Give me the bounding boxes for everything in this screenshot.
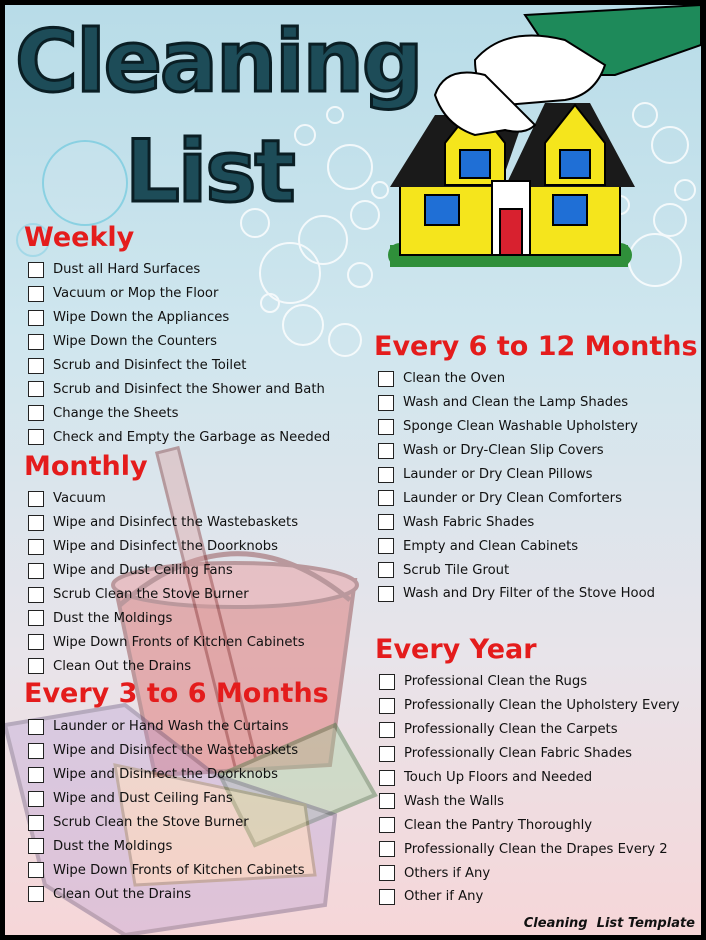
list-item[interactable] [379,789,680,813]
checkbox[interactable] [378,419,394,435]
list-item[interactable] [28,715,305,739]
checkbox[interactable] [379,698,395,714]
list-item[interactable] [28,535,305,559]
list-item[interactable] [378,510,655,534]
checkbox[interactable] [378,514,394,530]
list-item[interactable] [378,582,655,606]
list-item[interactable] [379,837,680,861]
list-item[interactable] [378,439,655,463]
list-item[interactable] [28,811,305,835]
checkbox[interactable] [379,865,395,881]
checkbox[interactable] [28,539,44,555]
list-item[interactable] [28,763,305,787]
checkbox[interactable] [378,395,394,411]
item-label: Launder or Hand Wash the Curtains [53,719,289,735]
list-item[interactable] [28,258,330,282]
item-label: Wipe and Disinfect the Wastebaskets [53,515,299,531]
checkbox[interactable] [379,674,395,690]
item-label: Wipe Down the Appliances [53,310,230,326]
item-label: Check and Empty the Garbage as Needed [53,429,331,445]
list-item[interactable] [28,559,305,583]
list-item[interactable] [28,630,305,654]
checkbox[interactable] [28,381,44,397]
checkbox[interactable] [379,722,395,738]
item-label: Clean Out the Drains [53,886,192,902]
checkbox[interactable] [28,358,44,374]
list-item[interactable] [28,377,330,401]
checkbox[interactable] [378,490,394,506]
list-weekly [28,258,330,449]
list-monthly [28,487,305,678]
list-item[interactable] [28,425,330,449]
list-item[interactable] [28,583,305,607]
checkbox[interactable] [378,538,394,554]
item-label: Vacuum or Mop the Floor [53,286,219,302]
item-label: Wipe and Disinfect the Doorknobs [53,539,279,555]
item-label: Other if Any [404,889,484,905]
list-item[interactable] [28,858,305,882]
checkbox[interactable] [28,743,44,759]
item-label: Scrub Tile Grout [403,562,510,578]
checkbox[interactable] [28,262,44,278]
list-item[interactable] [28,330,330,354]
list-item[interactable] [379,766,680,790]
checkbox[interactable] [28,587,44,603]
cleaning-list-page [5,5,701,935]
checkbox[interactable] [28,429,44,445]
item-label: Scrub Clean the Stove Burner [53,815,249,830]
checkbox[interactable] [28,563,44,579]
item-label: Wipe Down Fronts of Kitchen Cabinets [53,862,305,878]
list-item[interactable] [378,486,655,510]
list-item[interactable] [28,354,330,378]
item-label: Launder or Dry Clean Comforters [403,490,622,506]
item-label: Wipe Down the Counters [53,334,218,350]
checkbox[interactable] [379,746,395,762]
checkbox[interactable] [28,610,44,626]
list-item[interactable] [28,834,305,858]
list-item[interactable] [379,885,680,909]
list-item[interactable] [379,670,680,694]
list-item[interactable] [379,813,680,837]
list-item[interactable] [379,861,680,885]
item-label: Scrub and Disinfect the Shower and Bath [53,381,325,397]
item-label: Wipe and Disinfect the Doorknobs [53,767,279,783]
list-item[interactable] [379,718,680,742]
list-item[interactable] [28,511,305,535]
item-label: Professionally Clean Fabric Shades [404,746,633,762]
item-label: Wash the Walls [404,793,505,809]
item-label: Wash or Dry-Clean Slip Covers [403,443,604,459]
checkbox[interactable] [379,841,395,857]
heading-every-year: Every Year [375,634,537,665]
checkbox[interactable] [28,815,44,831]
checkbox[interactable] [378,467,394,483]
list-item[interactable] [28,739,305,763]
heading-every-3-to-6-months: Every 3 to 6 Months [24,678,329,709]
checkbox[interactable] [378,371,394,387]
checkbox[interactable] [28,405,44,421]
list-item[interactable] [379,694,680,718]
item-label: Clean the Oven [403,371,506,387]
list-item[interactable] [28,306,330,330]
item-label: Professionally Clean the Carpets [404,722,618,738]
checkbox[interactable] [378,586,394,602]
item-label: Change the Sheets [53,405,179,421]
checkbox[interactable] [378,443,394,459]
item-label: Others if Any [404,865,491,881]
item-label: Wash and Dry Filter of the Stove Hood [403,586,656,602]
checkbox[interactable] [28,862,44,878]
page-title-line1: Cleaning [15,12,422,112]
list-every-year [379,670,680,909]
item-label: Professionally Clean the Upholstery Every [404,698,680,714]
checkbox[interactable] [379,770,395,786]
checkbox[interactable] [379,793,395,809]
item-label: Dust the Moldings [53,838,173,854]
item-label: Professionally Clean the Drapes Every 2 [404,841,668,857]
checkbox[interactable] [28,838,44,854]
checkbox[interactable] [378,562,394,578]
heading-weekly: Weekly [24,222,135,253]
checkbox[interactable] [28,791,44,807]
checkbox[interactable] [379,817,395,833]
checkbox[interactable] [379,889,395,905]
item-label: Clean Out the Drains [53,658,192,674]
heading-every-6-to-12-months: Every 6 to 12 Months [374,331,698,362]
list-item[interactable] [379,742,680,766]
list-item[interactable] [28,882,305,906]
checkbox[interactable] [28,886,44,902]
checkbox[interactable] [28,310,44,326]
item-label: Scrub and Disinfect the Toilet [53,358,247,373]
item-label: Dust all Hard Surfaces [53,262,201,278]
checkbox[interactable] [28,491,44,507]
item-label: Wash and Clean the Lamp Shades [403,395,629,411]
list-item[interactable] [378,415,655,439]
item-label: Empty and Clean Cabinets [403,538,579,554]
item-label: Wipe and Dust Ceiling Fans [53,791,233,807]
checkbox[interactable] [28,719,44,735]
item-label: Touch Up Floors and Needed [404,770,593,785]
list-item[interactable] [28,654,305,678]
item-label: Vacuum [53,491,106,507]
checkbox[interactable] [28,634,44,650]
list-every-6-to-12-months [378,367,655,606]
item-label: Scrub Clean the Stove Burner [53,587,249,602]
list-item[interactable] [378,391,655,415]
checkbox[interactable] [28,515,44,531]
list-item[interactable] [378,463,655,487]
checkbox[interactable] [28,767,44,783]
list-item[interactable] [28,401,330,425]
item-label: Dust the Moldings [53,610,173,626]
list-item[interactable] [28,606,305,630]
list-item[interactable] [28,487,305,511]
item-label: Wipe and Dust Ceiling Fans [53,563,233,579]
item-label: Wipe Down Fronts of Kitchen Cabinets [53,634,305,650]
list-item[interactable] [28,787,305,811]
item-label: Professional Clean the Rugs [404,674,588,690]
checkbox[interactable] [28,334,44,350]
heading-monthly: Monthly [24,451,148,482]
item-label: Wipe and Disinfect the Wastebaskets [53,743,299,759]
item-label: Wash Fabric Shades [403,514,535,530]
list-item[interactable] [378,558,655,582]
checkbox[interactable] [28,658,44,674]
list-item[interactable] [28,282,330,306]
item-label: Launder or Dry Clean Pillows [403,467,593,482]
footer-label: Cleaning List Template [523,916,695,931]
page-title-line2: List [125,122,294,222]
list-item[interactable] [378,534,655,558]
checkbox[interactable] [28,286,44,302]
item-label: Sponge Clean Washable Upholstery [403,419,638,435]
list-item[interactable] [378,367,655,391]
item-label: Clean the Pantry Thoroughly [404,817,593,833]
list-every-3-to-6-months [28,715,305,906]
